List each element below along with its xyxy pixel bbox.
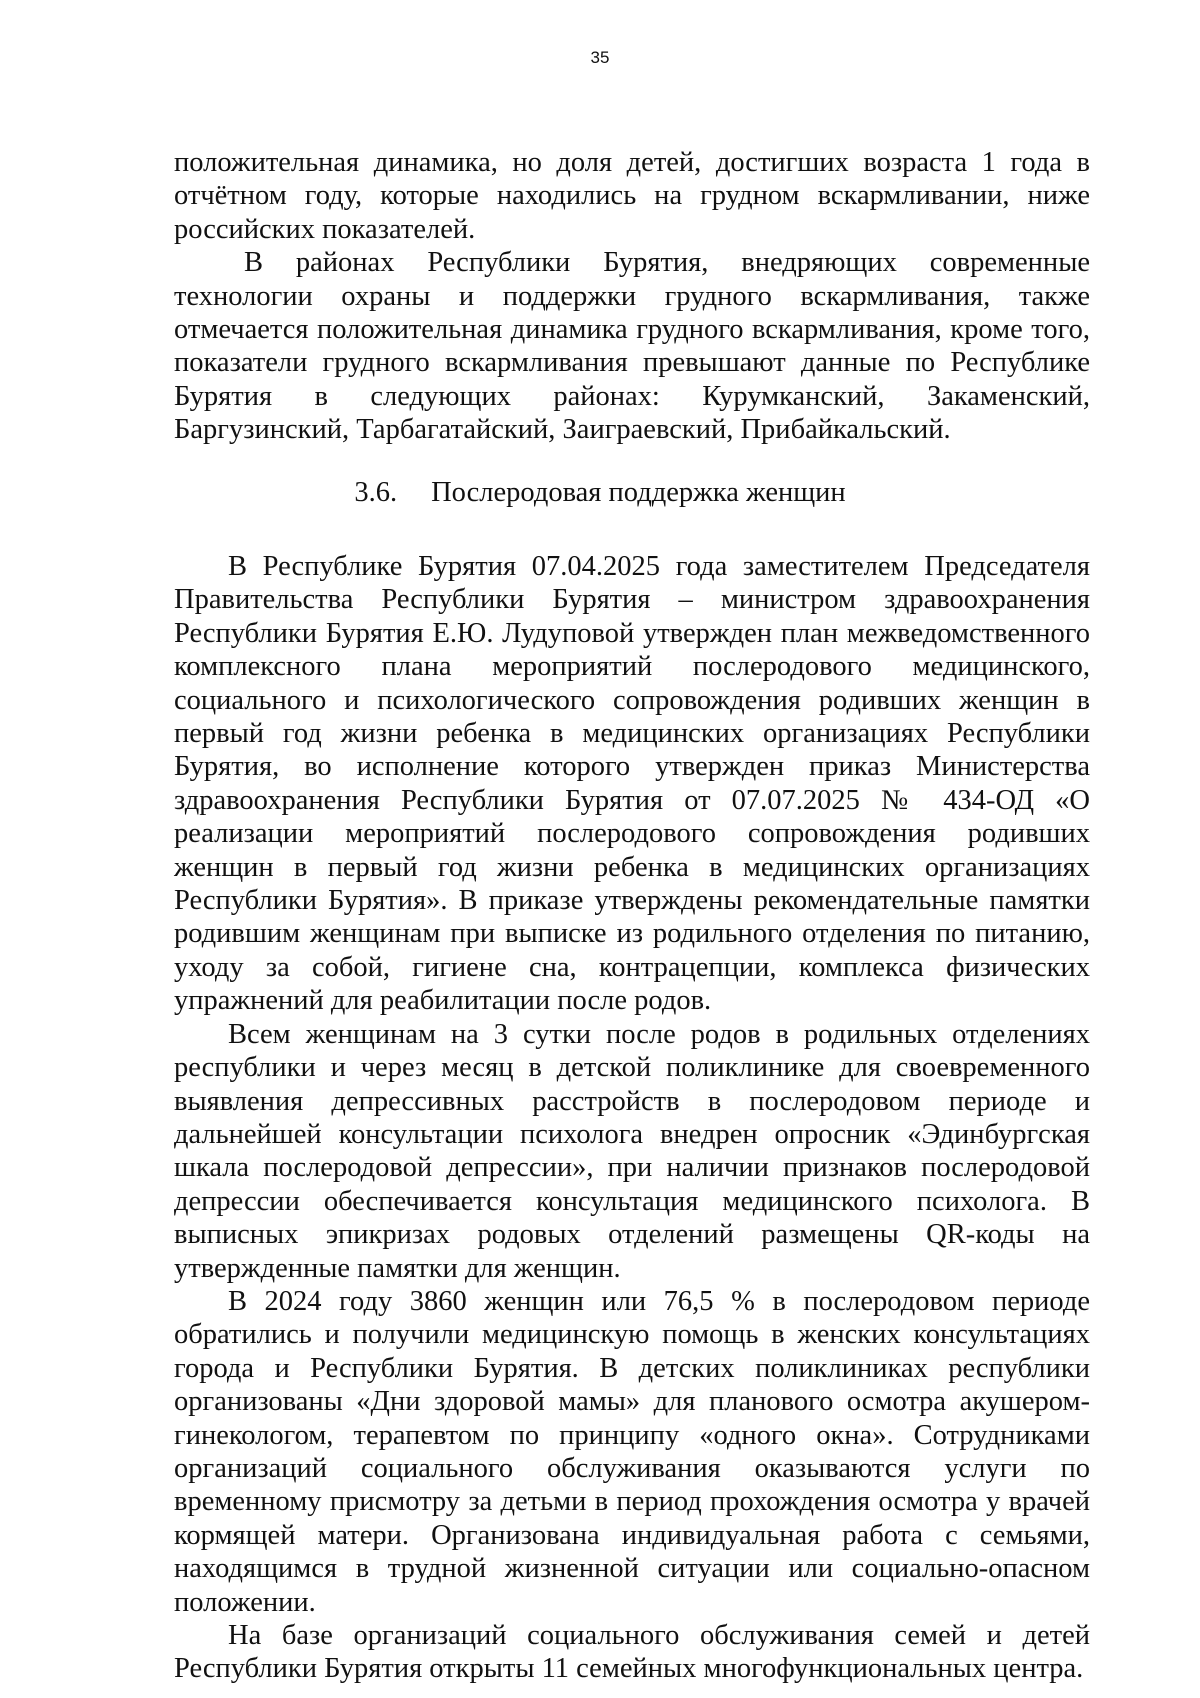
paragraph-plan: В Республике Бурятия 07.04.2025 года заместителем Председателя Правительства Республики Бурятия – министром здравоохранения Республики Бурятия Е.Ю. Лудуповой утвержден план межведомственного комплексного плана мероприятий послеродового медицинского, социального и психологического сопровождения родивших женщин в первый год жизни ребенка в медицинских организациях Республики Бурятия, во исполнение которого утвержден приказ Министерства здравоохранения Республики Бурятия от 07.07.2025 № 434-ОД «О реализации мероприятий послеродового сопровождения родивших женщин в первый год жизни ребенка в медицинских организациях Республики Бурятия». В приказе утверждены рекомендательные памятки родившим женщинам при выписке из родильного отделения по питанию, уходу за собой, гигиене сна, контрацепции, комплекса физических упражнений для реабилитации после родов. (174, 551, 1090, 1017)
intro-text (174, 146, 1090, 447)
paragraph-depression-screening: Всем женщинам на 3 сутки после родов в родильных отделениях республики и через месяц в детской поликлинике для своевременного выявления депрессивных расстройств в послеродовом периоде и дальнейшей консультации психолога внедрен опросник «Эдинбургская шкала послеродовой депрессии», при наличии признаков послеродовой депрессии обеспечивается консультация медицинского психолога. В выписных эпикризах родовых отделений размещены QR-коды на утвержденные памятки для женщин. (174, 1018, 1090, 1284)
section-title: Послеродовая поддержка женщин (431, 477, 846, 508)
paragraph-family-centers: На базе организаций социального обслуживания семей и детей Республики Бурятия открыты 11 семейных многофункциональных центра. (174, 1620, 1090, 1685)
section-number: 3.6. (354, 477, 398, 508)
paragraph-2024-statistics: В 2024 году 3860 женщин или 76,5 % в послеродовом периоде обратились и получили медицинскую помощь в женских консультациях города и Республики Бурятия. В детских поликлиниках республики организованы «Дни здоровой мамы» для планового осмотра акушером-гинекологом, терапевтом по принципу «одного окна». Сотрудниками организаций социального обслуживания оказываются услуги по временному присмотру за детьми в период прохождения осмотра у врачей кормящей матери. Организована индивидуальная работа с семьями, находящимся в трудной жизненной ситуации или социально-опасном положении. (174, 1285, 1090, 1618)
page-number: 35 (590, 48, 610, 67)
paragraph-districts: В районах Республики Бурятия, внедряющих современные технологии охраны и поддержки грудного вскармливания, также отмечается положительная динамика грудного вскармливания, кроме того, показатели грудного вскармливания превышают данные по Республике Бурятия в следующих районах: Курумканский, Закаменский, Баргузинский, Тарбагатайский, Заиграевский, Прибайкальский. (174, 247, 1090, 446)
section-heading (0, 476, 1200, 509)
section-body (174, 550, 1090, 1686)
paragraph-breastfeeding-dynamics: положительная динамика, но доля детей, достигших возраста 1 года в отчётном году, которые находились на грудном вскармливании, ниже российских показателей. (174, 147, 1090, 245)
